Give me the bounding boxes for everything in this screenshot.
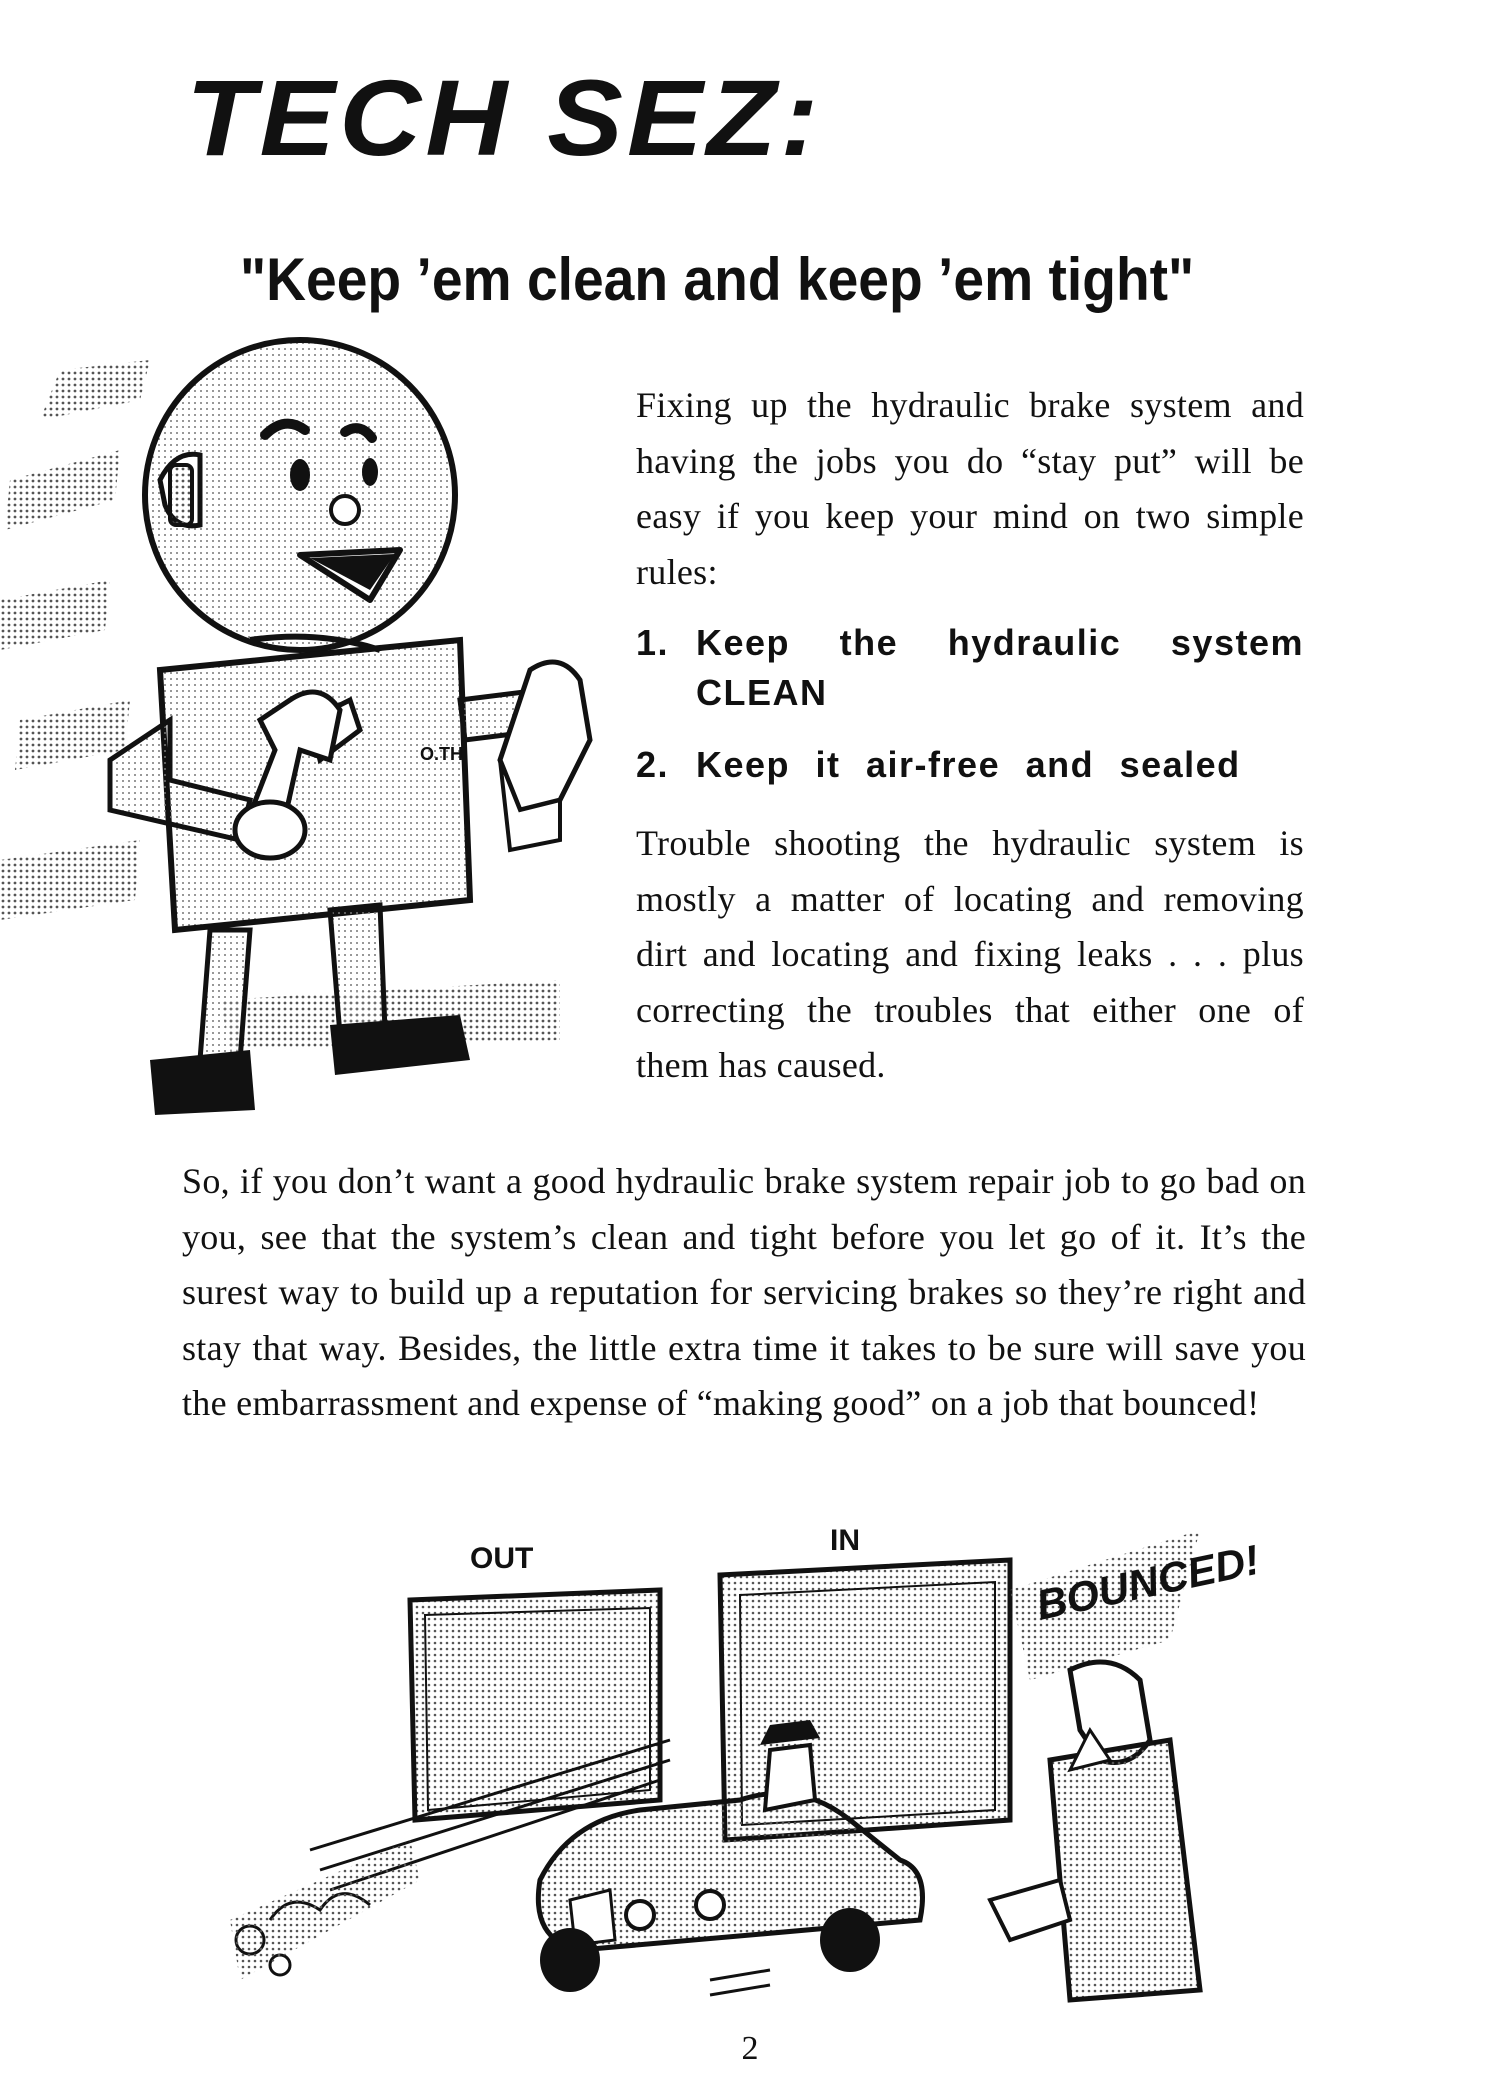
intro-paragraph: Fixing up the hydraulic brake system and having the jobs you do “stay put” will be easy if you keep your mind on two simple rules: [636, 385, 1304, 592]
page-title: TECH SEZ: [186, 57, 823, 178]
rule-number: 2. [636, 744, 670, 785]
rule-text: Keep the hydraulic system CLEAN [696, 622, 1304, 713]
rule-number: 1. [636, 622, 670, 663]
in-door-label: IN [830, 1524, 860, 1557]
surprised-mechanic [990, 1662, 1200, 2000]
robot-body [160, 637, 470, 930]
robot-badge-text: O.TH [420, 744, 463, 764]
out-door [410, 1542, 660, 1820]
robot-mascot-illustration [0, 340, 610, 1120]
closing-paragraph: So, if you don’t want a good hydraulic brake system repair job to go bad on you, see that the system’s clean and tight before you let go of it. It’s the surest way to build up a reputation for servicing brakes so they’re right and stay that way. Besides, the little extra time it takes to be sure will save you the embarrassment and expense of “making good” on a job that bounced! [182, 1161, 1306, 1423]
right-column [636, 378, 1304, 1094]
troubleshooting-paragraph: Trouble shooting the hydraulic system is mostly a matter of locating and removing dirt and locating and fixing leaks . . . plus correcting the troubles that either one of them has caused. [636, 823, 1304, 1085]
rule-item [636, 618, 1304, 718]
rule-item [636, 740, 1304, 790]
bounced-text: BOUNCED! [1032, 1535, 1264, 1629]
robot-right-arm-with-rag [460, 662, 590, 850]
robot-head [145, 340, 455, 650]
rules-list [636, 618, 1304, 790]
rule-text: Keep it air-free and sealed [696, 744, 1241, 785]
page-subtitle: "Keep ’em clean and keep ’em tight" [240, 246, 1195, 313]
out-door-label: OUT [470, 1542, 534, 1575]
skid-lines [710, 1970, 770, 1995]
bounced-exclamation [1010, 1530, 1263, 1680]
page-number: 2 [741, 2030, 759, 2067]
garage-scene-illustration [210, 1520, 1264, 2010]
